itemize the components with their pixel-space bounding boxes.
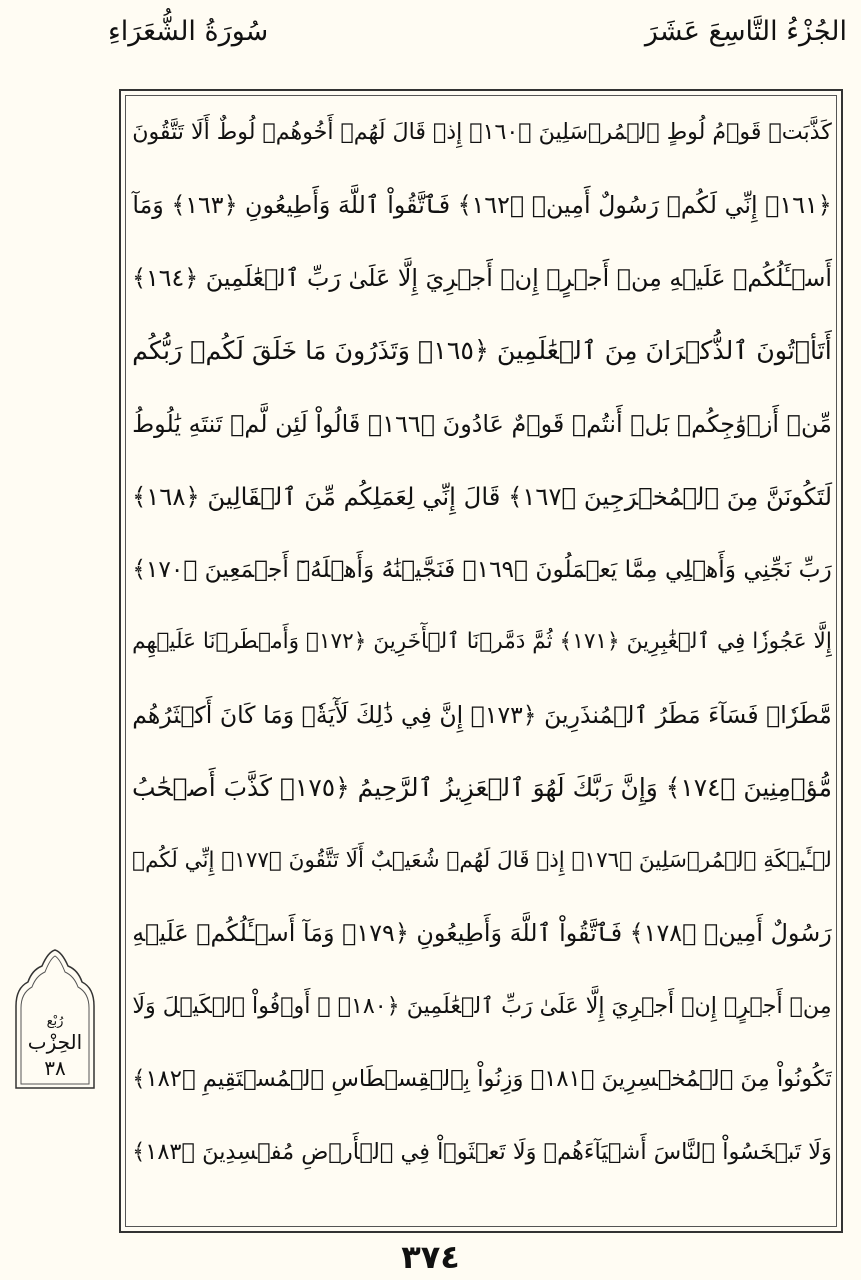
hizb-marker xyxy=(12,948,98,1090)
surah-title: سُورَةُ الشُّعَرَاءِ xyxy=(108,16,269,47)
verse-line: وَلَا تَبۡخَسُواْ ٱلنَّاسَ أَشۡيَآءَهُمۡ وَلَا تَعۡثَوۡاْ فِي ٱلۡأَرۡضِ مُفۡسِدِينَ ﴿١٨٣﴾ xyxy=(132,1138,832,1165)
hizb-marker-number: ٣٨ xyxy=(44,1056,66,1080)
verse-line: كَذَّبَتۡ قَوۡمُ لُوطٍ ٱلۡمُرۡسَلِينَ ﴿١٦٠﴾ إِذۡ قَالَ لَهُمۡ أَخُوهُمۡ لُوطٌ أَلَا تَتَّقُونَ xyxy=(132,119,832,146)
juz-title: الجُزْءُ التَّاسِعَ عَشَرَ xyxy=(644,16,847,47)
verse-line: لۡـَٔيۡكَةِ ٱلۡمُرۡسَلِينَ ﴿١٧٦﴾ إِذۡ قَالَ لَهُمۡ شُعَيۡبٌ أَلَا تَتَّقُونَ ﴿١٧٧﴾ إِنِّي لَكُمۡ xyxy=(132,847,832,873)
verse-line: رَسُولٌ أَمِينٞ ﴿١٧٨﴾ فَٱتَّقُواْ ٱللَّهَ وَأَطِيعُونِ ﴿١٧٩﴾ وَمَآ أَسۡـَٔلُكُمۡ عَلَيۡهِ xyxy=(132,919,832,948)
hizb-marker-rub: رُبْع xyxy=(46,1014,64,1029)
verse-line: إِلَّا عَجُوزٗا فِي ٱلۡغَٰبِرِينَ ﴿١٧١﴾ ثُمَّ دَمَّرۡنَا ٱلۡأٓخَرِينَ ﴿١٧٢﴾ وَأَمۡطَرۡنَا عَلَيۡهِم xyxy=(132,629,832,655)
verse-line: لَتَكُونَنَّ مِنَ ٱلۡمُخۡرَجِينَ ﴿١٦٧﴾ قَالَ إِنِّي لِعَمَلِكُم مِّنَ ٱلۡقَالِينَ ﴿١٦٨﴾ xyxy=(131,481,833,511)
verse-text-block xyxy=(128,96,836,1188)
page-number: ٣٧٤ xyxy=(401,1238,460,1276)
verse-line: أَسۡـَٔلُكُمۡ عَلَيۡهِ مِنۡ أَجۡرٍۖ إِنۡ أَجۡرِيَ إِلَّا عَلَىٰ رَبِّ ٱلۡعَٰلَمِينَ ﴿١٦٤﴾ xyxy=(132,263,832,292)
verse-line: مِّنۡ أَزۡوَٰجِكُمۚ بَلۡ أَنتُمۡ قَوۡمٌ عَادُونَ ﴿١٦٦﴾ قَالُواْ لَئِن لَّمۡ تَنتَهِ يَٰلُوطُ xyxy=(132,409,832,438)
verse-line: مُّؤۡمِنِينَ ﴿١٧٤﴾ وَإِنَّ رَبَّكَ لَهُوَ ٱلۡعَزِيزُ ٱلرَّحِيمُ ﴿١٧٥﴾ كَذَّبَ أَصۡحَٰبُ xyxy=(132,773,833,803)
hizb-marker-label: الحِزْب xyxy=(27,1030,83,1054)
verse-line: أَتَأۡتُونَ ٱلذُّكۡرَانَ مِنَ ٱلۡعَٰلَمِينَ ﴿١٦٥﴾ وَتَذَرُونَ مَا خَلَقَ لَكُمۡ رَبُّكُم xyxy=(132,336,832,366)
verse-line: ﴿١٦١﴾ إِنِّي لَكُمۡ رَسُولٌ أَمِينٞ ﴿١٦٢﴾ فَٱتَّقُواْ ٱللَّهَ وَأَطِيعُونِ ﴿١٦٣﴾ وَمَآ xyxy=(132,191,832,220)
verse-line: تَكُونُواْ مِنَ ٱلۡمُخۡسِرِينَ ﴿١٨١﴾ وَزِنُواْ بِٱلۡقِسۡطَاسِ ٱلۡمُسۡتَقِيمِ ﴿١٨٢﴾ xyxy=(132,1065,832,1092)
verse-line: مِنۡ أَجۡرٍۖ إِنۡ أَجۡرِيَ إِلَّا عَلَىٰ رَبِّ ٱلۡعَٰلَمِينَ ﴿١٨٠﴾ ۞ أَوۡفُواْ ٱلۡكَيۡلَ وَلَا xyxy=(132,992,832,1019)
verse-line: رَبِّ نَجِّنِي وَأَهۡلِي مِمَّا يَعۡمَلُونَ ﴿١٦٩﴾ فَنَجَّيۡنَٰهُ وَأَهۡلَهُۥٓ أَجۡمَعِينَ ﴿١٧٠﴾ xyxy=(132,555,832,583)
verse-line: مَّطَرٗاۖ فَسَآءَ مَطَرُ ٱلۡمُنذَرِينَ ﴿١٧٣﴾ إِنَّ فِي ذَٰلِكَ لَأٓيَةٗۖ وَمَا كَانَ أَكۡثَرُهُم xyxy=(132,700,832,729)
